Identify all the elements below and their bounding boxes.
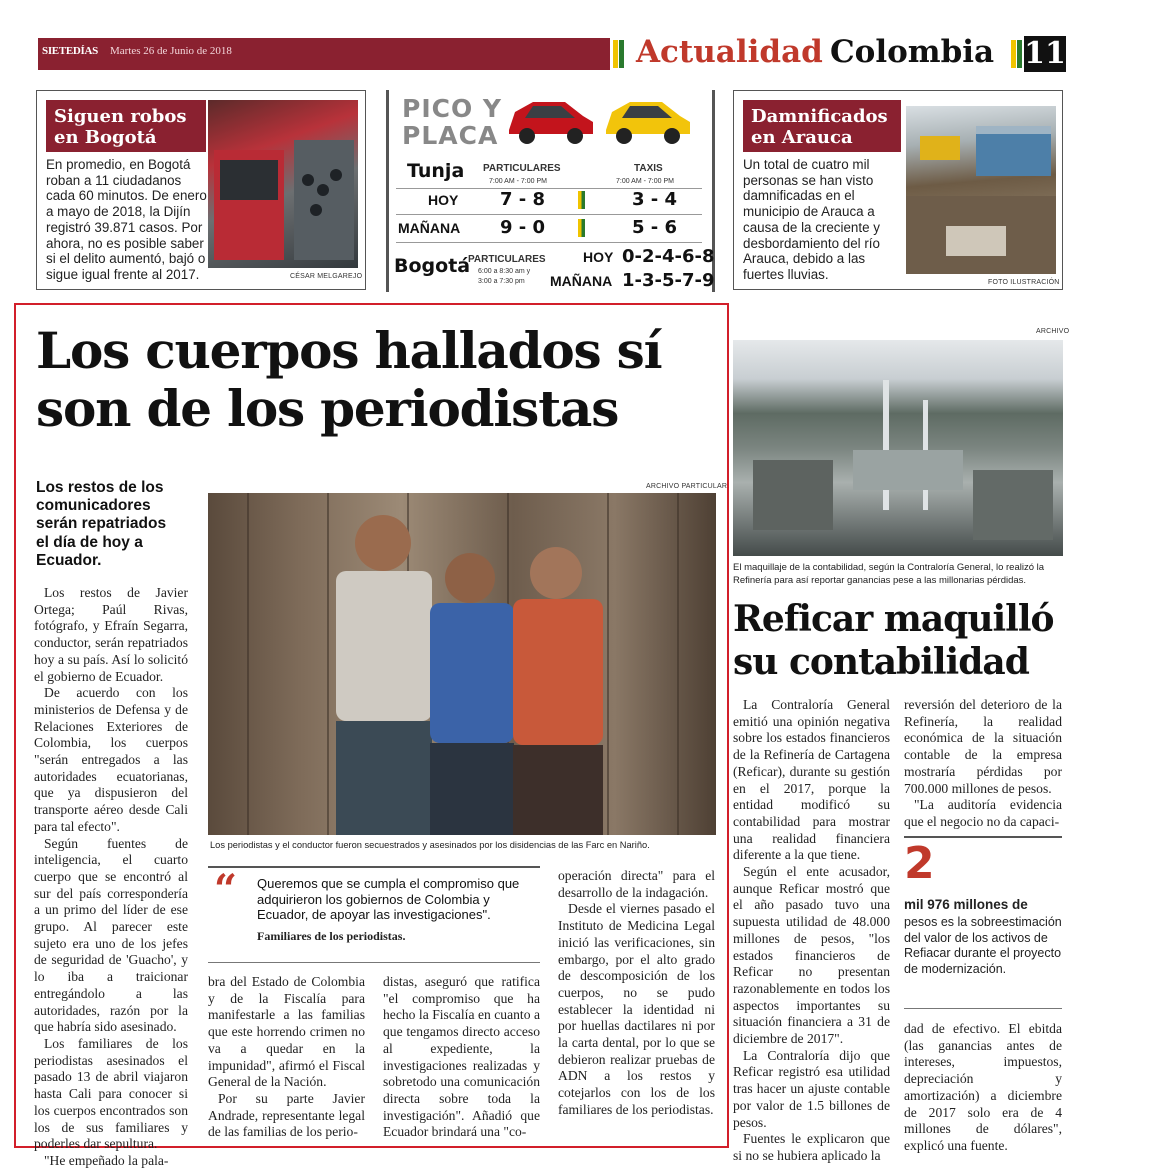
bogota-hoy-label: HOY [583,249,614,265]
paragraph: "He empeñado la pala- [44,1152,169,1168]
robos-title [46,100,206,152]
deck-line: Los restos de los [36,479,164,496]
deck-line: Ecuador. [36,551,102,569]
flag-mini-icon [578,191,585,209]
robos-title-line-2: en Bogotá [54,127,157,148]
page-number: 11 [1024,36,1066,71]
paragraph: Los restos de Javier Ortega; Paúl Rivas, fotógrafo, y Efraín Segarra, conductor, serán repatriados hoy a su país. Así lo solicitó el gobierno de Ecuador. [34,585,188,684]
reficar-column-1 [733,697,890,1165]
robos-line: En promedio, en Bogotá [46,157,191,172]
tunja-taxis-hours: 7:00 AM - 7:00 PM [616,178,674,185]
robos-line: cada 60 minutos. De enero [46,188,207,204]
paragraph: La Contraloría General emitió una opinión negativa sobre los estados financieros de la Refinería de Cartagena (Reficar), durante su gestión en el 2017, porque la entidad modificó su contabilidad para mostrar una realidad financiera diferente a la que tiene. [733,697,890,863]
robos-title-line-1: Siguen robos [54,106,187,127]
stat-text: pesos es la sobreestimación del valor de los activos de Refiacar durante el proyecto de modernización. [904,915,1062,976]
flag-stripe-yellow-2 [1011,40,1016,68]
robos-credit: CÉSAR MELGAREJO [290,273,363,280]
arauca-text [743,157,911,283]
paragraph: Según fuentes de inteligencia, el cuarto cuerpo que se encontró al sur del país correspondería a un primo del líder de ese grupo. Al parecer este sujeto era uno de los jefes de seguridad de 'Guacho', y lo iba a traicionar entregándolo a las autoridades, razón por la que habría sido asesinado. [34,835,188,1035]
pyp-title-line-1: PICO Y [402,94,503,123]
section-title: Actualidad [636,34,823,70]
robos-line: registró 39.871 casos. Por [46,219,203,235]
stat-bold: mil 976 millones de [904,897,1028,912]
main-column-4 [558,868,715,1119]
paragraph: Por su parte Javier Andrade, representante legal de las familias de los perio- [208,1090,365,1140]
bogota-hoy-digits: 0-2-4-6-8 [622,246,715,267]
refinery-photo [733,340,1063,556]
paragraph: "La auditoría evidencia que el negocio no da capaci- [904,797,1062,829]
paragraph: dad de efectivo. El ebitda (las ganancias antes de intereses, impuestos, depreciación y amortización) a diciembre de 2017 solo era de 4 millones de dólares", explicó una fuente. [904,1021,1062,1153]
quote-top-rule [208,866,540,868]
paragraph: De acuerdo con los ministerios de Defensa y de Relaciones Exteriores de Colombia, los cuerpos "serán entregados a las autoridades ecuatorianas, que ya dispusieron del transporte aéreo desde Cali para tal efecto". [34,685,188,834]
paragraph: Según el ente acusador, aunque Reficar mostró que el año pasado tuvo una supuesta utilidad de 48.000 millones de pesos, "los estados financieros de Reficar no presentan razonablemente en todos los aspectos importantes su situación financiera a 31 de diciembre de 2017". [733,864,890,1047]
reficar-column-2 [904,697,1062,831]
flag-stripe-green [619,40,624,68]
tunja-manana-taxis: 5 - 6 [632,217,678,238]
arauca-credit: FOTO ILUSTRACIÓN [988,279,1060,286]
pull-quote: Queremos que se cumpla el compromiso que adquirieron los gobiernos de Colombia y Ecuador, de apoyar las investigaciones". [257,876,520,922]
robos-text [46,157,214,283]
pyp-rule-left [386,90,389,292]
journalists-illustration [208,493,716,835]
main-photo-caption: Los periodistas y el conductor fueron secuestrados y asesinados por los disidencias de las Farc en Nariño. [210,840,650,850]
robos-line: ahora, no es posible saber [46,235,204,251]
bus-photo [208,100,358,268]
issue-date: Martes 26 de Junio de 2018 [110,45,232,57]
refinery-illustration [733,340,1063,556]
deck-line: serán repatriados [36,515,167,533]
paragraph: reversión del deterioro de la Refinería, la realidad económica de la situación contable de la empresa mostraría pérdidas por 700.000 millones de pesos. [904,697,1062,796]
tunja-hoy-particulares: 7 - 8 [500,189,546,210]
tunja-label: Tunja [407,160,465,182]
arauca-line: damnificadas en el [743,188,855,204]
tunja-taxis-label: TAXIS [634,163,663,174]
bogota-hours-1: 6:00 a 8:30 am y [478,268,531,275]
pull-quote-source: Familiares de los periodistas. [257,929,406,943]
paragraph: Los familiares de los periodistas asesinados el pasado 13 de abril viajaron hasta Cali para conocer si los cuerpos encontrados son los de sus familiares y poderles dar sepultura. [34,1035,188,1152]
robos-line: a mayo de 2018, la Dijín [46,204,191,220]
deck-line: comunicadores [36,497,151,515]
bogota-particulares-label: PARTICULARES [468,254,546,265]
tunja-manana-label: MAÑANA [398,220,461,236]
arauca-line: causa de la creciente y [743,219,880,235]
arauca-title [743,100,901,152]
flood-illustration [906,106,1056,274]
quote-mark-icon: “ [214,866,238,913]
arauca-title-line-1: Damnificados [751,106,888,127]
journalists-photo [208,493,716,835]
main-headline-line-1: Los cuerpos hallados sí [36,321,662,380]
main-deck [36,479,206,570]
arauca-title-line-2: en Arauca [751,127,853,148]
robos-line: sigue igual frente al 2017. [46,266,200,282]
paragraph: Desde el viernes pasado el Instituto de Medicina Legal inició las verificaciones, sin embargo, por el alto grado de descomposición de los cuerpos, no se pudo establecer la identidad ni por huellas dactilares ni por la carta dental, por lo que se debieron realizar pruebas de ADN a los restos y cotejarlos con los de los familiares de los periodistas. [558,901,715,1117]
flag-stripe-green-2 [1017,40,1022,68]
bogota-label: Bogotá [394,255,471,277]
paragraph: operación directa" para el desarrollo de la indagación. [558,868,715,900]
flag-stripe-yellow [613,40,618,68]
tunja-hoy-label: HOY [428,192,459,208]
paragraph: La Contraloría dijo que Reficar registró esa utilidad tras hacer un ajuste contable por valor de 1.5 billones de pesos. [733,1047,890,1130]
bogota-hours-2: 3:00 a 7:30 pm [478,278,525,285]
subsection-title: Colombia [830,34,995,70]
arauca-line: Arauca, debido a las [743,251,866,267]
reficar-photo-caption: El maquillaje de la contabilidad, según la Contraloría General, lo realizó la Refinería para así reportar ganancias pese a las millonarias pérdidas. [733,562,1045,586]
deck-line: el día de hoy a [36,533,143,551]
flag-mini-icon [578,219,585,237]
tunja-particulares-label: PARTICULARES [483,163,561,174]
stat-big-number: 2 [904,838,935,889]
reficar-headline-line-2: su contabilidad [733,641,1029,683]
paragraph: distas, aseguró que ratifica "el compromiso que ha hecho la Fiscalía en cuanto a que tengamos directo acceso al expediente, la investigaciones realizadas y sobretodo una comunicación directa sobre toda la investigación". Añadió que Ecuador brindará una "co- [383,974,540,1140]
arauca-line: fuertes lluvias. [743,266,829,282]
pyp-title [402,95,502,149]
main-column-1 [34,585,188,1170]
bus-illustration [208,100,358,268]
tunja-particulares-hours: 7:00 AM - 7:00 PM [489,178,547,185]
robos-line: roban a 11 ciudadanos [46,172,182,188]
main-column-2 [208,974,365,1141]
pyp-row-divider [396,214,702,215]
paragraph: Fuentes le explicaron que si no se hubiera aplicado la [733,1131,890,1163]
flood-photo [906,106,1056,274]
reficar-headline-line-1: Reficar maquilló [733,598,1054,640]
reficar-photo-credit: ARCHIVO [1036,328,1070,335]
main-photo-credit: ARCHIVO PARTICULAR [646,483,728,490]
stat-bottom-rule [904,1008,1062,1009]
tunja-hoy-taxis: 3 - 4 [632,189,678,210]
bogota-manana-label: MAÑANA [550,273,613,289]
pyp-title-line-2: PLACA [402,121,499,150]
robos-line: si el delito aumentó, bajó o [46,251,206,267]
quote-bottom-rule [208,962,540,963]
pyp-row-divider [396,242,702,243]
red-car-icon [503,92,598,147]
arauca-line: Un total de cuatro mil [743,157,870,172]
arauca-line: municipio de Arauca a [743,204,875,220]
main-column-3 [383,974,540,1141]
tunja-manana-particulares: 9 - 0 [500,217,546,238]
taxi-car-icon [600,92,695,147]
reficar-column-2b [904,1021,1062,1155]
arauca-line: personas se han visto [743,172,874,188]
bogota-manana-digits: 1-3-5-7-9 [622,270,715,291]
main-headline-line-2: son de los periodistas [36,379,619,438]
arauca-line: desbordamiento del río [743,235,880,251]
paper-name: SIETEDÍAS [42,45,98,57]
main-headline [36,322,726,438]
paragraph: bra del Estado de Colombia y de la Fiscalía para manifestarle a las familias que este horrendo crimen no va a quedar en la impunidad", afirmó el Fiscal General de la Nación. [208,974,365,1090]
reficar-headline [733,598,1063,684]
